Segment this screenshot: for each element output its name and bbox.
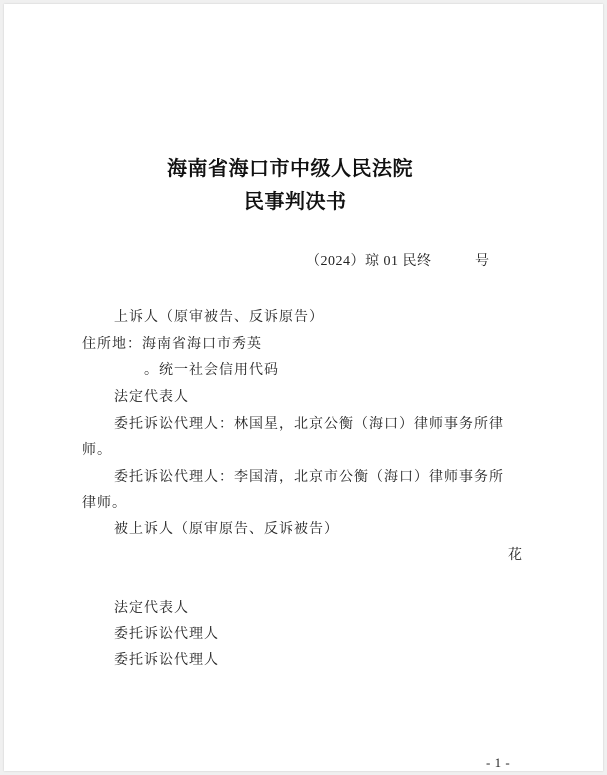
- document-subtitle: 民事判决书: [244, 189, 347, 213]
- document-page: [4, 4, 603, 771]
- appellant-address: 住所地：海南省海口市秀英: [82, 336, 262, 352]
- appellee-legal-representative: 法定代表人: [114, 600, 189, 616]
- page-number: - 1 -: [486, 755, 511, 770]
- appellant-agent-2: 委托诉讼代理人：李国清，北京市公衡（海口）律师事务所: [114, 469, 504, 485]
- appellee-line: 被上诉人（原审原告、反诉被告）: [114, 521, 339, 537]
- case-number: （2024）琼 01 民终 号: [306, 254, 490, 269]
- appellant-agent-1: 委托诉讼代理人：林国星，北京公衡（海口）律师事务所律: [114, 416, 504, 432]
- appellant-legal-representative: 法定代表人: [114, 389, 189, 405]
- appellee-agent-2: 委托诉讼代理人: [114, 652, 219, 668]
- appellant-credit-code: 。统一社会信用代码: [144, 362, 279, 378]
- appellant-agent-2-cont: 律师。: [82, 495, 127, 511]
- appellant-agent-1-cont: 师。: [82, 442, 112, 458]
- appellee-agent-1: 委托诉讼代理人: [114, 626, 219, 642]
- document-title: 海南省海口市中级人民法院: [167, 156, 413, 180]
- appellant-line: 上诉人（原审被告、反诉原告）: [114, 309, 324, 325]
- appellee-name-fragment: 花: [508, 547, 523, 563]
